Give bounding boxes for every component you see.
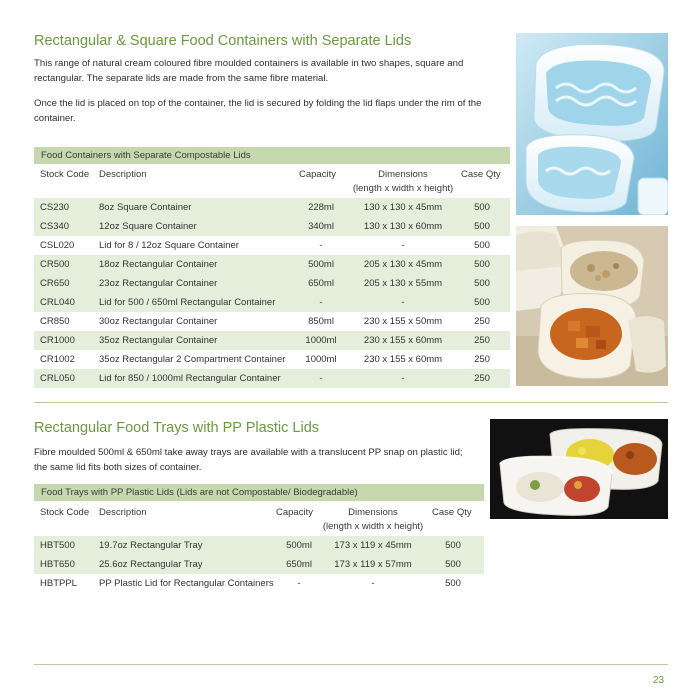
cell-dims: - bbox=[401, 297, 405, 308]
col-capacity: Capacity bbox=[276, 507, 313, 518]
cell-qty: 500 bbox=[474, 278, 490, 289]
cell-desc: Lid for 850 / 1000ml Rectangular Container bbox=[99, 373, 281, 384]
col-case-qty: Case Qty bbox=[432, 507, 472, 518]
table1-header bbox=[34, 168, 510, 196]
cell-code: HBT650 bbox=[40, 559, 75, 570]
col-stock-code: Stock Code bbox=[40, 169, 90, 180]
cell-dims: 205 x 130 x 55mm bbox=[363, 278, 443, 289]
cell-dims: 130 x 130 x 45mm bbox=[363, 202, 443, 213]
cell-desc: 35oz Rectangular Container bbox=[99, 335, 218, 346]
cell-desc: 25.6oz Rectangular Tray bbox=[99, 559, 203, 570]
section1-paragraph-1: This range of natural cream coloured fibre moulded containers is available in two shapes, square and rectangular. The separate lids are made from the same fibre material. bbox=[34, 58, 464, 84]
cell-dims: 230 x 155 x 50mm bbox=[363, 316, 443, 327]
cell-qty: 500 bbox=[474, 259, 490, 270]
cell-capacity: 500ml bbox=[286, 540, 312, 551]
cell-qty: 250 bbox=[474, 354, 490, 365]
cell-capacity: - bbox=[319, 297, 323, 308]
cell-capacity: 340ml bbox=[308, 221, 334, 232]
footer-divider bbox=[34, 664, 668, 665]
table-row bbox=[34, 331, 510, 350]
col-description: Description bbox=[99, 507, 147, 518]
table2-body bbox=[34, 536, 484, 593]
cell-code: CR500 bbox=[40, 259, 70, 270]
cell-code: CRL050 bbox=[40, 373, 75, 384]
table-row bbox=[34, 198, 510, 217]
table-row bbox=[34, 312, 510, 331]
cell-qty: 500 bbox=[474, 240, 490, 251]
cell-code: CSL020 bbox=[40, 240, 75, 251]
page-number: 23 bbox=[653, 675, 665, 686]
cell-dims: 173 x 119 x 45mm bbox=[334, 540, 412, 551]
cell-code: CS230 bbox=[40, 202, 70, 213]
cell-dims: 230 x 155 x 60mm bbox=[363, 354, 443, 365]
cell-capacity: 650ml bbox=[308, 278, 334, 289]
cell-desc: 30oz Rectangular Container bbox=[99, 316, 218, 327]
col-dimensions-sub: (length x width x height) bbox=[352, 183, 454, 194]
cell-qty: 250 bbox=[474, 373, 490, 384]
cell-code: CRL040 bbox=[40, 297, 75, 308]
col-capacity: Capacity bbox=[299, 169, 336, 180]
col-dimensions: Dimensions bbox=[378, 169, 428, 180]
cell-capacity: - bbox=[319, 240, 323, 251]
cell-qty: 500 bbox=[474, 221, 490, 232]
cell-code: CR1002 bbox=[40, 354, 75, 365]
table2-title: Food Trays with PP Plastic Lids (Lids are not Compostable/ Biodegradable) bbox=[34, 484, 484, 501]
cell-dims: 230 x 155 x 60mm bbox=[363, 335, 443, 346]
cell-capacity: - bbox=[297, 578, 301, 589]
pp-lid-trays-photo bbox=[490, 419, 668, 519]
cell-dims: - bbox=[371, 578, 375, 589]
col-case-qty: Case Qty bbox=[461, 169, 501, 180]
cell-dims: 130 x 130 x 60mm bbox=[363, 221, 443, 232]
table-row bbox=[34, 217, 510, 236]
cell-capacity: 650ml bbox=[286, 559, 312, 570]
cell-dims: - bbox=[401, 240, 405, 251]
cell-code: CR850 bbox=[40, 316, 70, 327]
section-divider bbox=[34, 402, 668, 403]
table-row bbox=[34, 369, 510, 388]
cell-code: CR650 bbox=[40, 278, 70, 289]
section2-paragraph-1: Fibre moulded 500ml & 650ml take away trays are available with a translucent PP snap on plastic lid; the same lid fits both sizes of container. bbox=[34, 447, 463, 473]
cell-desc: PP Plastic Lid for Rectangular Containers bbox=[99, 578, 274, 589]
cell-desc: 8oz Square Container bbox=[99, 202, 192, 213]
table-row bbox=[34, 293, 510, 312]
cell-dims: 205 x 130 x 45mm bbox=[363, 259, 443, 270]
blue-containers-photo bbox=[516, 33, 668, 215]
section1-heading: Rectangular & Square Food Containers with Separate Lids bbox=[34, 33, 412, 49]
table-row bbox=[34, 350, 510, 369]
cell-dims: - bbox=[401, 373, 405, 384]
cell-capacity: - bbox=[319, 373, 323, 384]
cell-code: HBT500 bbox=[40, 540, 75, 551]
table-row bbox=[34, 555, 484, 574]
section1-paragraph-2: Once the lid is placed on top of the container, the lid is secured by folding the lid flaps under the rim of the container. bbox=[34, 98, 482, 124]
table-row bbox=[34, 274, 510, 293]
section2-heading: Rectangular Food Trays with PP Plastic Lids bbox=[34, 420, 320, 436]
cell-capacity: 228ml bbox=[308, 202, 334, 213]
table2-header bbox=[34, 506, 484, 534]
cell-capacity: 1000ml bbox=[305, 354, 337, 365]
cell-qty: 250 bbox=[474, 316, 490, 327]
cell-desc: Lid for 8 / 12oz Square Container bbox=[99, 240, 239, 251]
col-description: Description bbox=[99, 169, 147, 180]
cell-capacity: 500ml bbox=[308, 259, 334, 270]
cell-desc: Lid for 500 / 650ml Rectangular Container bbox=[99, 297, 276, 308]
cell-code: HBTPPL bbox=[40, 578, 77, 589]
cell-capacity: 850ml bbox=[308, 316, 334, 327]
cell-qty: 500 bbox=[445, 578, 461, 589]
cell-qty: 500 bbox=[474, 297, 490, 308]
cell-desc: 35oz Rectangular 2 Compartment Container bbox=[99, 354, 286, 365]
cell-qty: 500 bbox=[445, 540, 461, 551]
col-stock-code: Stock Code bbox=[40, 507, 90, 518]
table-row bbox=[34, 236, 510, 255]
table-row bbox=[34, 536, 484, 555]
cell-capacity: 1000ml bbox=[305, 335, 337, 346]
table1-title: Food Containers with Separate Compostable Lids bbox=[34, 147, 510, 164]
cell-qty: 500 bbox=[445, 559, 461, 570]
cell-qty: 250 bbox=[474, 335, 490, 346]
col-dimensions: Dimensions bbox=[348, 507, 398, 518]
cell-code: CS340 bbox=[40, 221, 70, 232]
col-dimensions-sub: (length x width x height) bbox=[322, 521, 424, 532]
cell-desc: 23oz Rectangular Container bbox=[99, 278, 218, 289]
table-row bbox=[34, 255, 510, 274]
cell-code: CR1000 bbox=[40, 335, 75, 346]
table-row bbox=[34, 574, 484, 593]
table1-body bbox=[34, 198, 510, 388]
cell-qty: 500 bbox=[474, 202, 490, 213]
cell-desc: 18oz Rectangular Container bbox=[99, 259, 218, 270]
cell-desc: 12oz Square Container bbox=[99, 221, 197, 232]
fibre-containers-food-photo bbox=[516, 226, 668, 386]
cell-dims: 173 x 119 x 57mm bbox=[334, 559, 412, 570]
cell-desc: 19.7oz Rectangular Tray bbox=[99, 540, 203, 551]
